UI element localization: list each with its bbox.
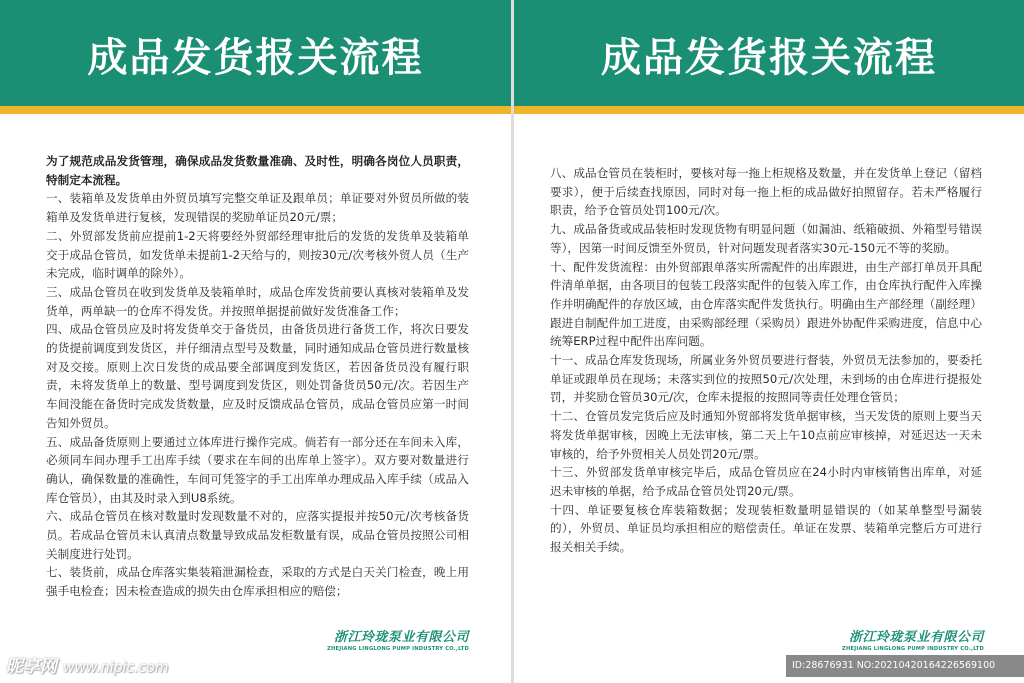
rule-14: 十四、单证要复核仓库装箱数据；发现装柜数量明显错误的（如某单整型号漏装的），外贸员、单证员均承担相应的赔偿责任。单证在发票、装箱单完整后方可进行报关相关手续。 [550,502,982,555]
rule-6: 六、成品仓管员在核对数量时发现数量不对的，应落实提报并按50元/次考核备货员。若成品仓管员未认真清点数量导致成品发柜数量有误，成品仓管员按照公司相关制度进行处罚。 [46,509,469,561]
right-header-accent-line [514,106,1024,114]
rule-5: 五、成品备货原则上要通过立体库进行操作完成。倘若有一部分还在车间未入库，必须同车间办理手工出库手续（要求在车间的出库单上签字）。双方要对数量进行确认，确保数量的准确性，车间可凭签字的手工出库单办理成品入库手续（成品入库仓管员），由其及时录入到U8系统。 [46,434,469,505]
right-panel [514,0,1024,683]
site-watermark [6,652,169,677]
company-name-cn: 浙江玲珑泵业有限公司 [848,630,984,645]
company-name-cn: 浙江玲珑泵业有限公司 [333,630,469,645]
rule-2: 二、外贸部发货前应提前1-2天将要经外贸部经理审批后的发货的发货单及装箱单交于成品仓管员，如发货单未提前1-2天给与的，则按30元/次考核外贸人员（生产未完成，临时调单的除外）。 [46,228,469,281]
left-company-logo [327,626,469,652]
rule-13: 十三、外贸部发货单审核完毕后，成品仓管员应在24小时内审核销售出库单，对延迟未审核的单据，给予成品仓管员处罚20元/票。 [550,465,982,498]
right-body [550,164,982,557]
left-body [46,152,469,601]
intro-paragraph: 为了规范成品发货管理，确保成品发货数量准确、及时性，明确各岗位人员职责，特制定本流程。 [46,154,469,187]
right-company-logo [842,626,984,652]
image-id-bar: ID:28676931 NO:20210420164226569100 [786,655,1024,677]
rule-12: 十二、仓管员发完货后应及时通知外贸部将发货单据审核，当天发货的原则上要当天将发货单据审核，因晚上无法审核，第二天上午10点前应审核掉，对延迟达一天未审核的，给予外贸相关人员处罚20元/票。 [550,409,982,461]
rule-1: 一、装箱单及发货单由外贸员填写完整交单证及跟单员；单证要对外贸员所做的装箱单及发货单进行复核，发现错误的奖励单证员20元/票； [46,191,469,225]
right-title: 成品发货报关流程 [601,35,937,81]
rule-7: 七、装货前，成品仓库落实集装箱泄漏检查，采取的方式是白天关门检查，晚上用强手电检查；因未检查造成的损失由仓库承担相应的赔偿； [46,565,469,599]
company-name-en: ZHEJIANG LINGLONG PUMP INDUSTRY CO.,LTD [842,646,984,652]
rule-11: 十一、成品仓库发货现场，所属业务外贸员要进行督装，外贸员无法参加的，要委托单证或跟单员在现场；未落实到位的按照50元/次处理，未到场的由仓库进行提报处罚，并奖励仓管员30元/次，仓库未提报的按照同等责任处理仓管员； [550,353,982,405]
rule-10: 十、配件发货流程：由外贸部跟单落实所需配件的出库跟进，由生产部打单员开具配件清单单据，由各项目的包装工段落实配件的包装入库工作，由仓库执行配件入库操作并明确配件的存放区域，由仓库落实配件发货执行。明确由生产部经理（副经理）跟进自制配件加工进度，由采购部经理（采购员）跟进外协配件采购进度，信息中心统筹ERP过程中配件出库问题。 [550,259,982,349]
rule-8: 八、成品仓管员在装柜时，要核对每一拖上柜规格及数量，并在发货单上登记（留档要求），便于后续查找原因，同时对每一拖上柜的成品做好拍照留存。若未严格履行职责，给予仓管员处罚100元/次。 [550,166,982,218]
left-title: 成品发货报关流程 [87,35,424,81]
left-panel [0,0,511,683]
rule-3: 三、成品仓管员在收到发货单及装箱单时，成品仓库发货前要认真核对装箱单及发货单，两单缺一的仓库不得发货。并按照单据提前做好发货准备工作； [46,284,469,318]
watermark-logo-text: 昵享网 [6,657,57,677]
company-name-en: ZHEJIANG LINGLONG PUMP INDUSTRY CO.,LTD [327,646,469,652]
rule-4: 四、成品仓管员应及时将发货单交于备货员，由备货员进行备货工作，将次日要发的货提前调度到发货区，并仔细清点型号及数量，同时通知成品仓管员进行数量核对及交接。原则上次日发货的成品要全部调度到发货区，若因备货员没有履行职责，未将发货单上的数量、型号调度到发货区，则处罚备货员50元/次。若因生产车间没能在备货时完成发货数量，应及时反馈成品仓管员，成品仓管员应第一时间告知外贸员。 [46,322,469,430]
rule-9: 九、成品备货或成品装柜时发现货物有明显问题（如漏油、纸箱破损、外箱型号错误等），因第一时间反馈至外贸员，针对问题发现者落实30元-150元不等的奖励。 [550,222,982,255]
left-header-accent-line [0,106,511,114]
watermark-url: www.nipic.com [63,660,169,676]
